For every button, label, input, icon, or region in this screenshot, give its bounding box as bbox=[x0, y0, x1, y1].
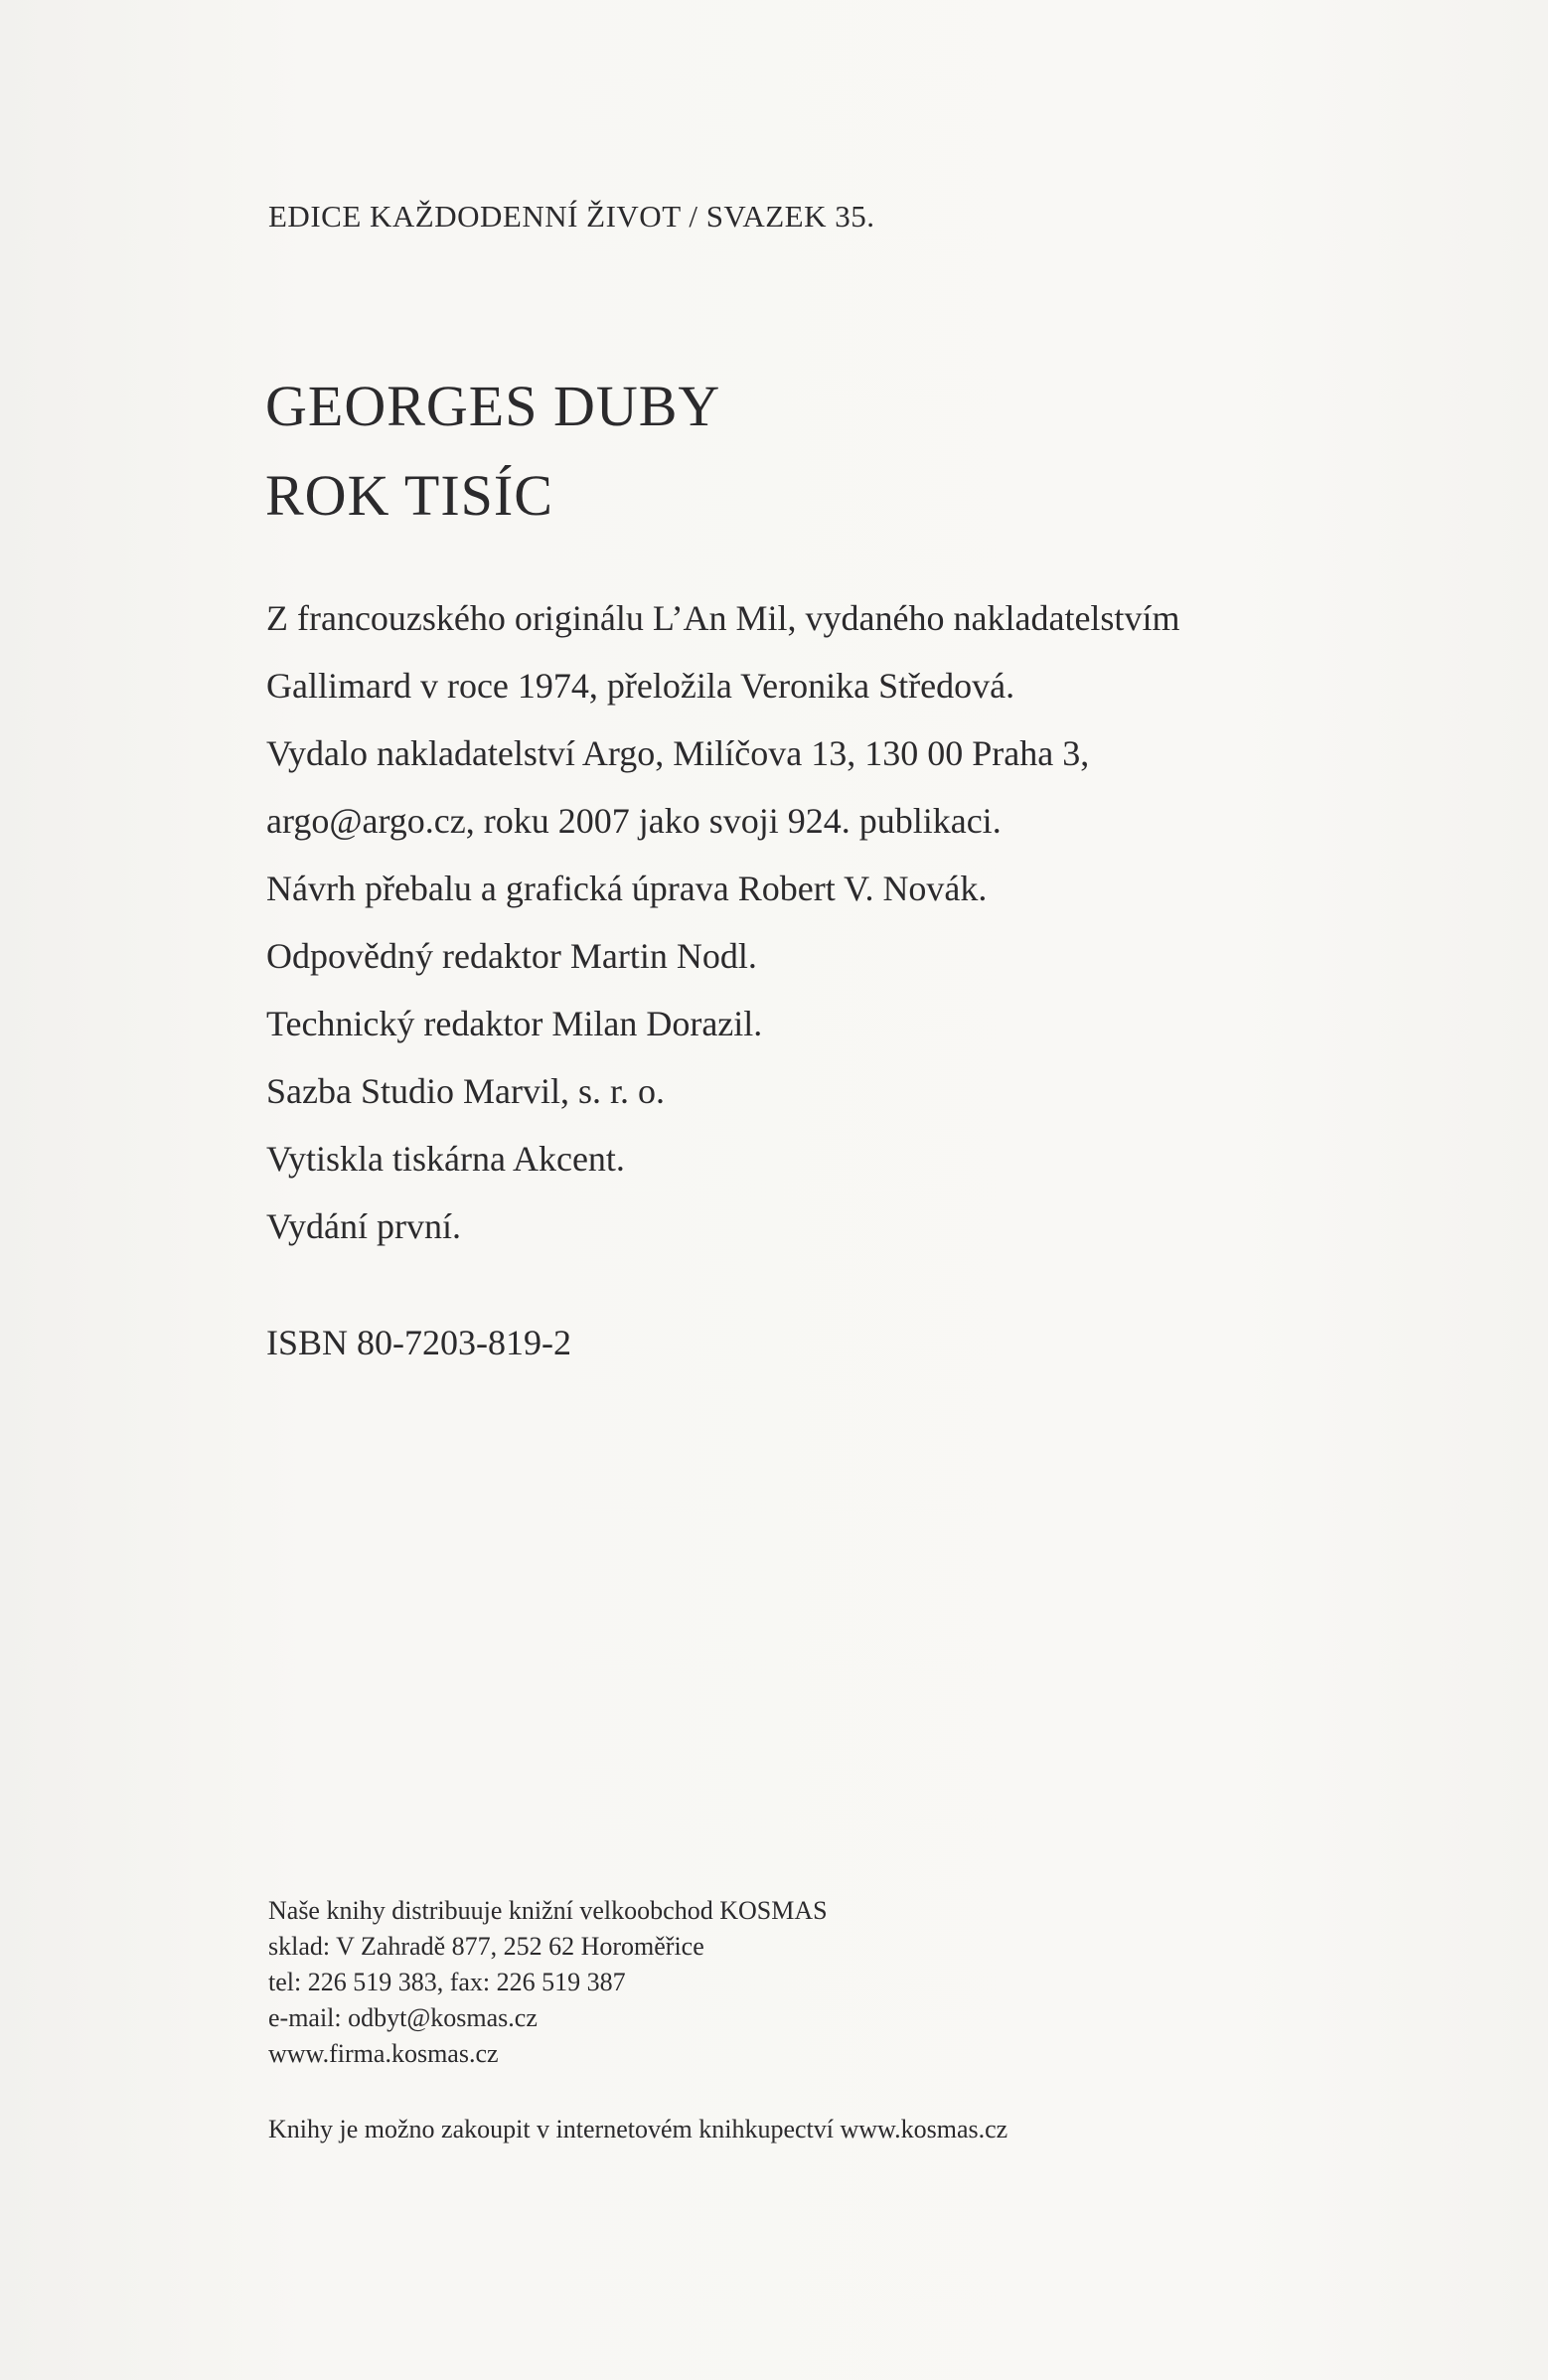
distributor-line: tel: 226 519 383, fax: 226 519 387 bbox=[268, 1968, 626, 1996]
imprint-line: argo@argo.cz, roku 2007 jako svoji 924. publikaci. bbox=[266, 801, 1002, 841]
imprint-line: Gallimard v roce 1974, přeložila Veronika Středová. bbox=[266, 666, 1015, 706]
imprint-line: Vytiskla tiskárna Akcent. bbox=[266, 1139, 625, 1179]
author-name: GEORGES DUBY bbox=[265, 374, 721, 438]
shop-note: Knihy je možno zakoupit v internetovém knihkupectví www.kosmas.cz bbox=[268, 2115, 1008, 2143]
book-title: ROK TISÍC bbox=[265, 463, 553, 528]
imprint-line: Sazba Studio Marvil, s. r. o. bbox=[266, 1071, 665, 1111]
distributor-line: www.firma.kosmas.cz bbox=[268, 2039, 499, 2068]
imprint-line: Odpovědný redaktor Martin Nodl. bbox=[266, 936, 757, 976]
distributor-line: sklad: V Zahradě 877, 252 62 Horoměřice bbox=[268, 1932, 704, 1961]
imprint-line: Návrh přebalu a grafická úprava Robert V. Novák. bbox=[266, 869, 988, 908]
imprint-line: Z francouzského originálu L’An Mil, vydaného nakladatelstvím bbox=[266, 598, 1180, 638]
imprint-line: Vydání první. bbox=[266, 1206, 461, 1246]
distributor-line: Naše knihy distribuuje knižní velkoobchod KOSMAS bbox=[268, 1896, 828, 1925]
isbn: ISBN 80-7203-819-2 bbox=[266, 1323, 571, 1362]
series-line: EDICE KAŽDODENNÍ ŽIVOT / SVAZEK 35. bbox=[268, 199, 875, 234]
imprint-line: Vydalo nakladatelství Argo, Milíčova 13, 130 00 Praha 3, bbox=[266, 733, 1090, 773]
imprint-line: Technický redaktor Milan Dorazil. bbox=[266, 1004, 763, 1043]
distributor-line: e-mail: odbyt@kosmas.cz bbox=[268, 2003, 538, 2032]
distributor-block bbox=[268, 1893, 828, 2072]
imprint-block bbox=[266, 584, 1179, 1260]
